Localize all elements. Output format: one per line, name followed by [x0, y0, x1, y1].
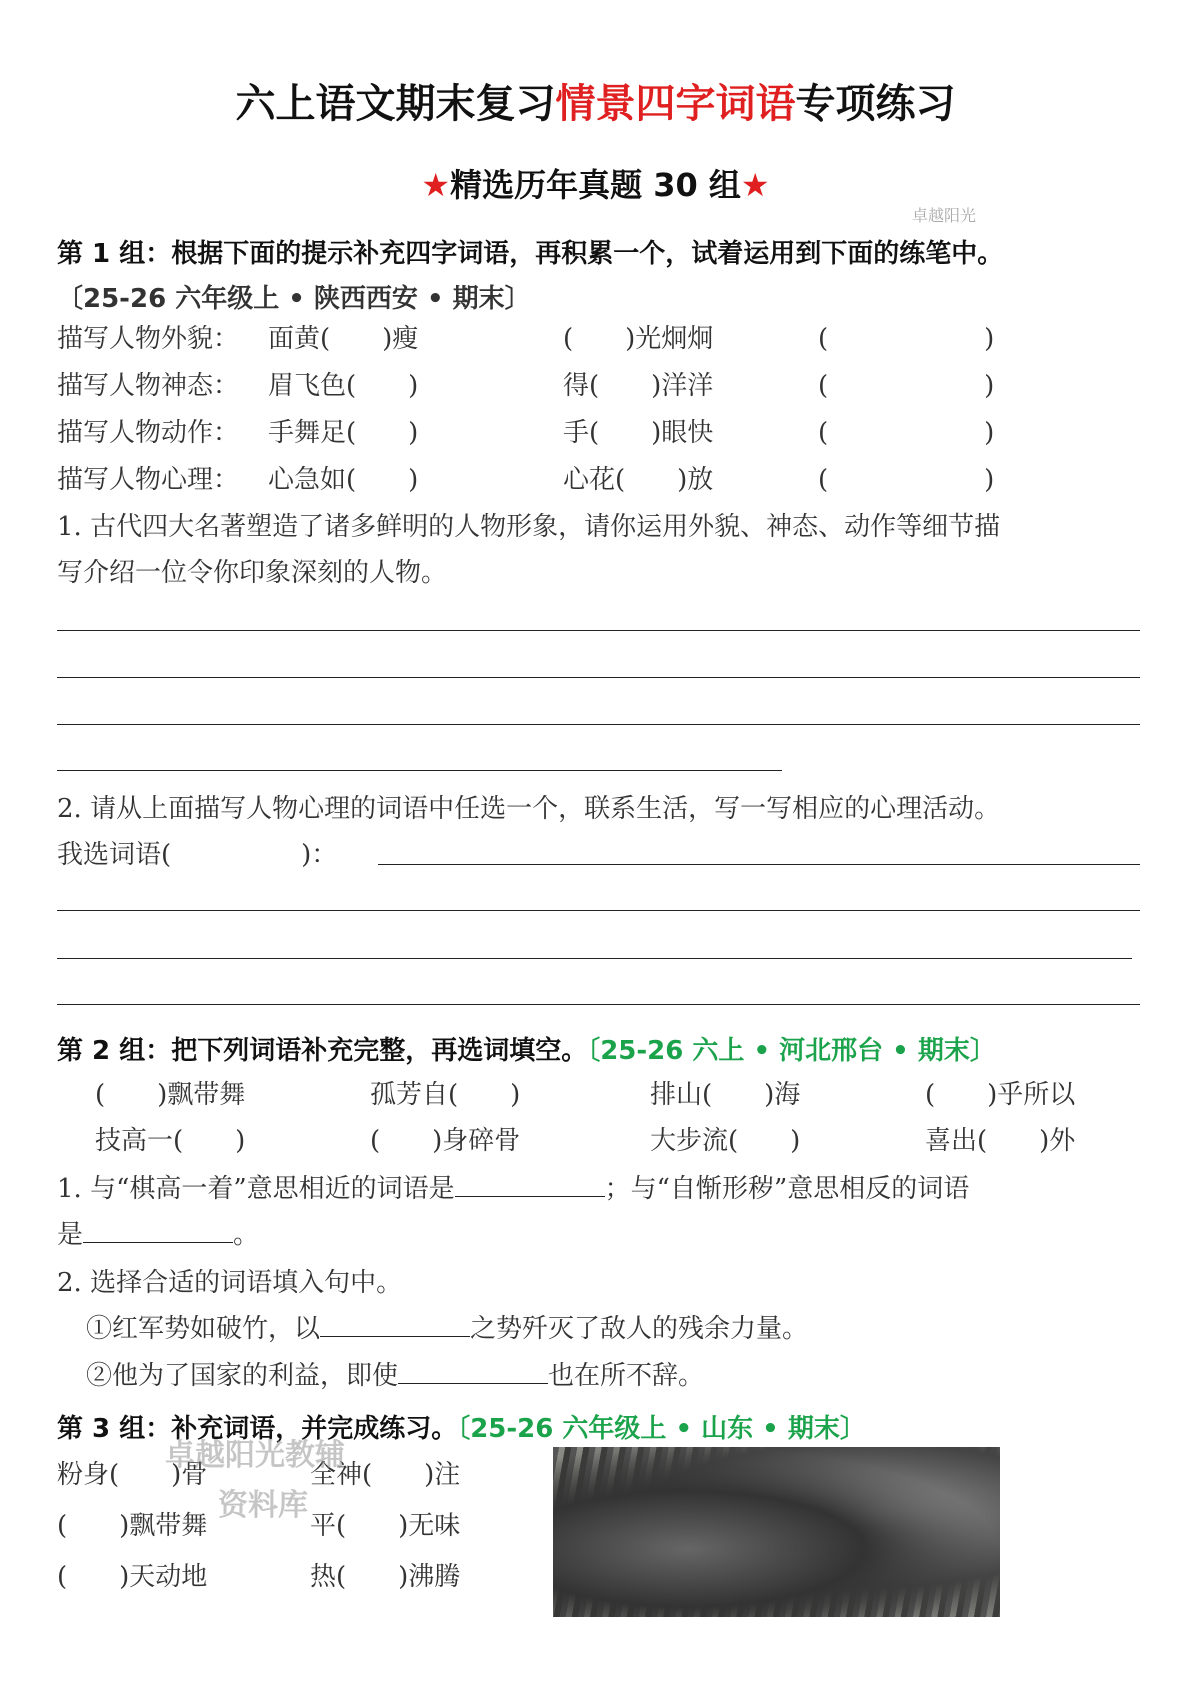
answer-line[interactable] [57, 677, 1140, 678]
idiom-blank: 平( )无味 [310, 1511, 461, 1541]
group3-heading: 第 3 组：补充词语，并完成练习。〔25-26 六年级上 • 山东 • 期末〕 [57, 1414, 866, 1444]
page-title: 六上语文期末复习情景四字词语专项练习 [235, 81, 956, 127]
fill-blank[interactable] [455, 1195, 605, 1197]
answer-line[interactable] [57, 724, 1140, 725]
idiom-blank: 粉身( )骨 [57, 1460, 208, 1490]
idiom-blank: ( )乎所以 [925, 1080, 1076, 1110]
row-label: 描写人物神态： [57, 371, 240, 401]
answer-line[interactable] [57, 910, 1140, 911]
answer-line[interactable] [57, 958, 1132, 959]
idiom-blank: 手( )眼快 [563, 418, 714, 448]
group1-q2: 2. 请从上面描写人物心理的词语中任选一个，联系生活，写一写相应的心理活动。 [57, 794, 1001, 824]
watermark: 卓越阳光教辅 [165, 1438, 345, 1473]
answer-line[interactable] [57, 1004, 1140, 1005]
group1-source: 〔25-26 六年级上 • 陕西西安 • 期末〕 [57, 284, 531, 314]
idiom-blank: ( ) [818, 418, 995, 448]
group2-q1: 1. 与“棋高一着”意思相近的词语是 ；与“自惭形秽”意思相反的词语 [57, 1174, 970, 1204]
group1-heading: 第 1 组：根据下面的提示补充四字词语，再积累一个，试着运用到下面的练笔中。 [57, 239, 1004, 269]
idiom-blank: 眉飞色( ) [268, 371, 419, 401]
group2-sentence2: ②他为了国家的利益，即使 也在所不辞。 [86, 1361, 705, 1391]
idiom-blank: 得( )洋洋 [563, 371, 714, 401]
idiom-blank: ( )飘带舞 [57, 1511, 208, 1541]
idiom-blank: 技高一( ) [95, 1126, 246, 1156]
idiom-blank: 全神( )注 [310, 1460, 461, 1490]
page-subtitle: ★精选历年真题 30 组★ [421, 166, 770, 204]
watermark: 卓越阳光 [912, 206, 977, 225]
row-label: 描写人物心理： [57, 465, 240, 495]
idiom-blank: 大步流( ) [650, 1126, 801, 1156]
fill-blank[interactable] [320, 1335, 470, 1337]
idiom-blank: ( ) [818, 371, 995, 401]
group1-q1-line2: 写介绍一位令你印象深刻的人物。 [57, 558, 448, 588]
group2-q2: 2. 选择合适的词语填入句中。 [57, 1268, 403, 1298]
watermark: 资料库 [218, 1488, 308, 1523]
group2-sentence1: ①红军势如破竹，以 之势歼灭了敌人的残余力量。 [86, 1314, 809, 1344]
fill-blank[interactable] [398, 1382, 548, 1384]
idiom-blank: ( )天动地 [57, 1562, 208, 1592]
answer-line[interactable] [57, 770, 782, 771]
group2-q1-cont: 是 。 [57, 1220, 260, 1250]
relief-sculpture-image [553, 1447, 1000, 1617]
idiom-blank: 孤芳自( ) [370, 1080, 521, 1110]
idiom-blank: ( )身碎骨 [370, 1126, 521, 1156]
idiom-blank: 心急如( ) [268, 465, 419, 495]
idiom-blank: 排山( )海 [650, 1080, 801, 1110]
idiom-blank: 喜出( )外 [925, 1126, 1076, 1156]
group1-q1-line1: 1. 古代四大名著塑造了诸多鲜明的人物形象，请你运用外貌、神态、动作等细节描 [57, 512, 1001, 542]
answer-line[interactable] [57, 630, 1140, 631]
idiom-blank: 手舞足( ) [268, 418, 419, 448]
group1-q2-choose: 我选词语( )： [57, 840, 338, 870]
row-label: 描写人物外貌： [57, 324, 240, 354]
group2-heading: 第 2 组：把下列词语补充完整，再选词填空。〔25-26 六上 • 河北邢台 • 期末〕 [57, 1036, 996, 1066]
answer-line[interactable] [378, 864, 1140, 865]
fill-blank[interactable] [83, 1241, 233, 1243]
idiom-blank: ( ) [818, 465, 995, 495]
idiom-blank: 面黄( )瘦 [268, 324, 419, 354]
idiom-blank: 热( )沸腾 [310, 1562, 461, 1592]
idiom-blank: ( )飘带舞 [95, 1080, 246, 1110]
idiom-blank: 心花( )放 [563, 465, 714, 495]
idiom-blank: ( ) [818, 324, 995, 354]
row-label: 描写人物动作： [57, 418, 240, 448]
idiom-blank: ( )光炯炯 [563, 324, 714, 354]
